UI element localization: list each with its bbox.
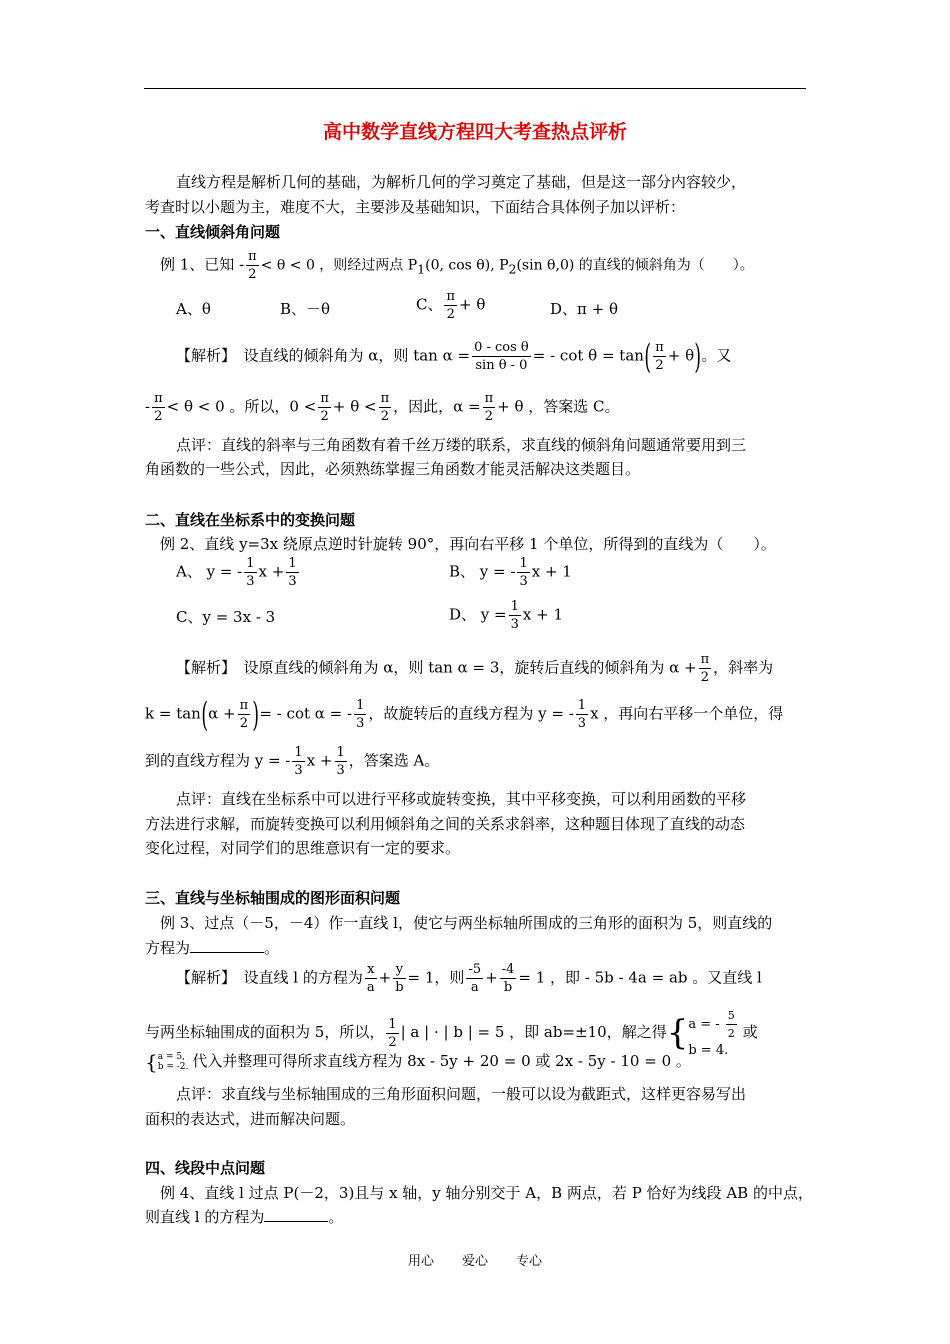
option-a: A、θ — [176, 300, 211, 318]
example-2-note-3: 变化过程，对同学们的思维意识有一定的要求。 — [145, 839, 461, 857]
example-3-solution-line-3: { a = 5, b = -2. 代入并整理可得所求直线方程为 8x - 5y + 20 = 0 或 2x - 5y - 10 = 0 。 — [145, 1050, 691, 1074]
example-2-solution-line-1: 【解析】 设原直线的倾斜角为 α，则 tan α = 3，旋转后直线的倾斜角为 α + $\frac{\pi}{2}$ ，斜率为 — [176, 652, 774, 685]
example-4-question-1: 例 4、直线 l 过点 P(－2，3)且与 x 轴，y 轴分别交于 A，B 两点，若 P 恰好为线段 AB 的中点， — [160, 1184, 813, 1202]
example-2-question: 例 2、直线 y=3x 绕原点逆时针旋转 90°，再向右平移 1 个单位，所得到的直线为（ ）。 — [160, 535, 776, 553]
page-title: 高中数学直线方程四大考查热点评析 — [322, 121, 627, 143]
example-1-solution-line-2: - $\frac{\pi}{2}$ < θ < 0 。所以，0 < $\frac{\pi}{2}$ + θ < $\frac{\pi}{2}$ ，因此，α = $\frac{\pi}{2}$ + θ ，答案选 C。 — [145, 391, 620, 424]
example-2-solution-line-3: 到的直线方程为 y = - $\frac{1}{3}$ x + $\frac{1}{3}$ ，答案选 A。 — [145, 745, 440, 778]
section-4-heading: 四、线段中点问题 — [145, 1159, 266, 1177]
example-2-option-c: C、y = 3x - 3 — [176, 608, 276, 626]
example-3-question-2: 方程为 。 — [145, 939, 280, 957]
example-2-option-d: D、 y = $\frac{1}{3}$ x + 1 — [449, 599, 563, 632]
header-rule — [144, 88, 806, 89]
intro-line-2: 考查时以小题为主，难度不大，主要涉及基础知识，下面结合具体例子加以评析： — [145, 198, 686, 216]
example-2-option-b: B、 y = - $\frac{1}{3}$ x + 1 — [449, 556, 572, 589]
footer-word-1: 用心 — [407, 1254, 434, 1269]
example-2-note-2: 方法进行求解，而旋转变换可以利用倾斜角之间的关系求斜率，这种题目体现了直线的动态 — [145, 815, 746, 833]
example-1-question: 例 1、已知 - $\frac{\pi}{2}$ < θ < 0 ，则经过两点 $P_1(0$, cos θ), $P_2(\sin$ θ,0) 的直线的倾斜角为（ ）。 — [160, 249, 754, 282]
answer-blank-3[interactable] — [190, 938, 264, 953]
section-1-heading: 一、直线倾斜角问题 — [145, 223, 281, 241]
example-2-note-1: 点评：直线在坐标系中可以进行平移或旋转变换，其中平移变换，可以利用函数的平移 — [176, 790, 747, 808]
example-4-question-2: 则直线 l 的方程为 。 — [145, 1208, 344, 1226]
example-2-solution-line-2: k = tan(α + $\frac{\pi}{2}$ )= - cot α = - $\frac{1}{3}$ ，故旋转后的直线方程为 y = - $\frac{1}{3}$ x ，再向右平移一个单位，得 — [145, 694, 784, 735]
answer-blank-4[interactable] — [264, 1207, 328, 1222]
example-2-option-a: A、 y = - $\frac{1}{3}$ x + $\frac{1}{3}$ — [176, 556, 297, 589]
page-footer — [0, 1250, 950, 1269]
example-3-note-1: 点评：求直线与坐标轴围成的三角形面积问题，一般可以设为截距式，这样更容易写出 — [176, 1085, 747, 1103]
example-3-solution-line-2: 与两坐标轴围成的面积为 5，所以， $\frac{1}{2}$ | a | · | b | = 5 ，即 ab=±10，解之得{ a = - $\frac{5}{2}$ b = 4. 或 — [145, 1009, 758, 1058]
example-1-note-1: 点评：直线的斜率与三角函数有着千丝万缕的联系，求直线的倾斜角问题通常要用到三 — [176, 436, 747, 454]
footer-word-3: 专心 — [516, 1254, 543, 1269]
example-3-note-2: 面积的表达式，进而解决问题。 — [145, 1110, 356, 1128]
option-d: D、π + θ — [550, 300, 619, 318]
example-3-question-1: 例 3、过点（－5，－4）作一直线 l，使它与两坐标轴所围成的三角形的面积为 5，则直线的 — [160, 914, 773, 932]
option-c: C、 $\frac{\pi}{2}$ + θ — [416, 289, 486, 322]
section-2-heading: 二、直线在坐标系中的变换问题 — [145, 511, 356, 529]
option-b: B、－θ — [280, 300, 331, 318]
section-3-heading: 三、直线与坐标轴围成的图形面积问题 — [145, 889, 401, 907]
example-1-note-2: 角函数的一些公式，因此，必须熟练掌握三角函数才能灵活解决这类题目。 — [145, 460, 641, 478]
example-3-solution-line-1: 【解析】 设直线 l 的方程为 $\frac{x}{a}$ + $\frac{y}{b}$ = 1，则 $\frac{-5}{a}$ + $\frac{-4}{b}$ = 1 ，即 - 5b - 4a = ab 。又直线 l — [176, 962, 762, 995]
example-1-solution-line-1: 【解析】 设直线的倾斜角为 α，则 tan α = $\frac{\text{0 - cos θ}}{\text{sin θ - 0}}$ = - cot θ = tan( $\frac{\pi}{2}$ + θ)。又 — [176, 336, 732, 377]
footer-word-2: 爱心 — [461, 1254, 488, 1269]
intro-line-1: 直线方程是解析几何的基础，为解析几何的学习奠定了基础，但是这一部分内容较少， — [176, 173, 747, 191]
